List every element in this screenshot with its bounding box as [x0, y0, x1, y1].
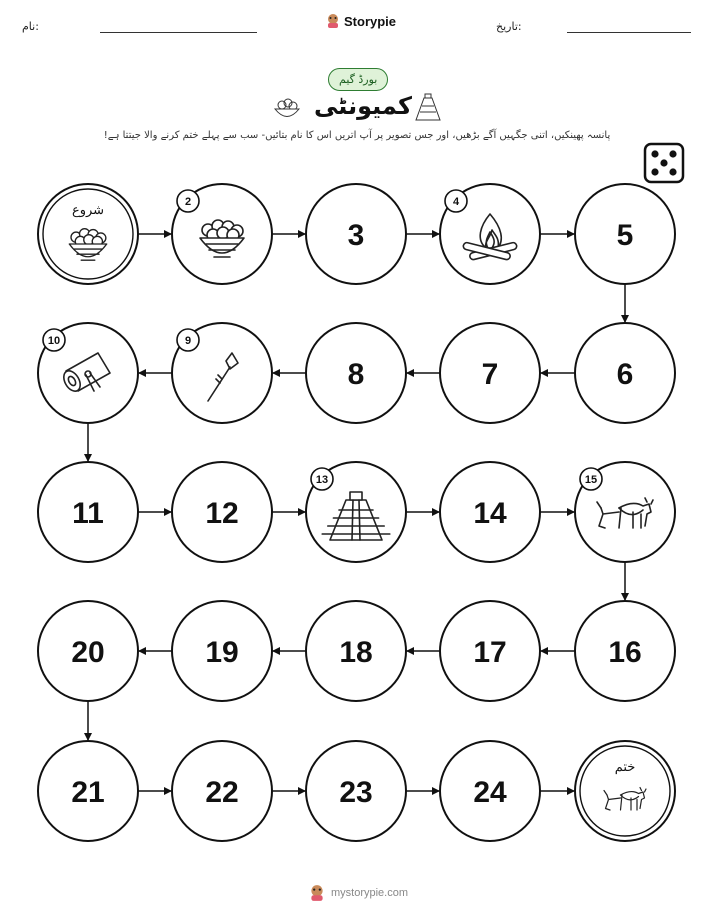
space-number: 15: [584, 474, 598, 486]
date-line[interactable]: [567, 32, 691, 33]
space-number: 6: [616, 358, 634, 391]
game-board: [0, 170, 714, 870]
page-title: کمیونٹی: [314, 92, 412, 120]
board-space-19[interactable]: [172, 601, 272, 701]
space-number: 24: [473, 776, 507, 809]
board-space-11[interactable]: [38, 462, 138, 562]
footer-url[interactable]: mystorypie.com: [331, 887, 409, 899]
board-space-23[interactable]: [306, 741, 406, 841]
space-number: 20: [71, 636, 105, 669]
brand-logo: [326, 13, 396, 29]
storypie-mascot-icon: [326, 13, 340, 29]
board-space-3[interactable]: [306, 184, 406, 284]
pyramid-icon: [412, 92, 444, 122]
space-number: 23: [339, 776, 373, 809]
board-space-14[interactable]: [440, 462, 540, 562]
brand-name: Storypie: [344, 13, 397, 29]
name-label: نام:: [22, 20, 39, 33]
board-space-25[interactable]: [575, 741, 675, 841]
space-number: 21: [71, 776, 105, 809]
fruit-bowl-icon: [272, 96, 302, 122]
title-row: [270, 92, 450, 126]
space-number: 12: [205, 497, 239, 530]
space-number: 5: [616, 219, 634, 252]
board-space-7[interactable]: [440, 323, 540, 423]
space-number: 11: [72, 497, 104, 530]
board-space-16[interactable]: [575, 601, 675, 701]
board-space-8[interactable]: [306, 323, 406, 423]
start-label: شروع: [71, 202, 105, 217]
space-number: 2: [184, 196, 192, 208]
end-label: ختم: [614, 759, 636, 774]
space-number: 10: [47, 335, 61, 347]
board-space-18[interactable]: [306, 601, 406, 701]
board-space-5[interactable]: [575, 184, 675, 284]
board-space-24[interactable]: [440, 741, 540, 841]
board-space-12[interactable]: [172, 462, 272, 562]
space-number: 7: [481, 358, 499, 391]
space-number: 19: [205, 636, 239, 669]
space-number: 18: [339, 636, 373, 669]
space-number: 13: [315, 474, 329, 486]
space-number: 16: [608, 636, 642, 669]
board-space-6[interactable]: [575, 323, 675, 423]
space-number: 3: [347, 219, 365, 252]
space-number: 22: [205, 776, 239, 809]
space-number: 14: [473, 497, 507, 530]
board-space-21[interactable]: [38, 741, 138, 841]
name-line[interactable]: [100, 32, 257, 33]
board-space-22[interactable]: [172, 741, 272, 841]
board-game-badge: بورڈ گیم: [328, 68, 388, 91]
space-number: 8: [347, 358, 365, 391]
date-label: تاریخ:: [496, 20, 522, 33]
board-space-20[interactable]: [38, 601, 138, 701]
space-number: 17: [473, 636, 507, 669]
footer: [309, 884, 408, 902]
board-space-9[interactable]: [172, 323, 272, 423]
instructions: پانسہ پھینکیں، اتنی جگہیں آگے بڑھیں، اور جس تصویر پر آپ اتریں اس کا نام بتائیں- سب سے پہلے ختم کرنے والا جیتتا ہے!: [103, 130, 611, 141]
board-space-17[interactable]: [440, 601, 540, 701]
space-number: 4: [452, 196, 460, 208]
storypie-mascot-icon: [309, 884, 325, 902]
space-number: 9: [184, 335, 192, 347]
